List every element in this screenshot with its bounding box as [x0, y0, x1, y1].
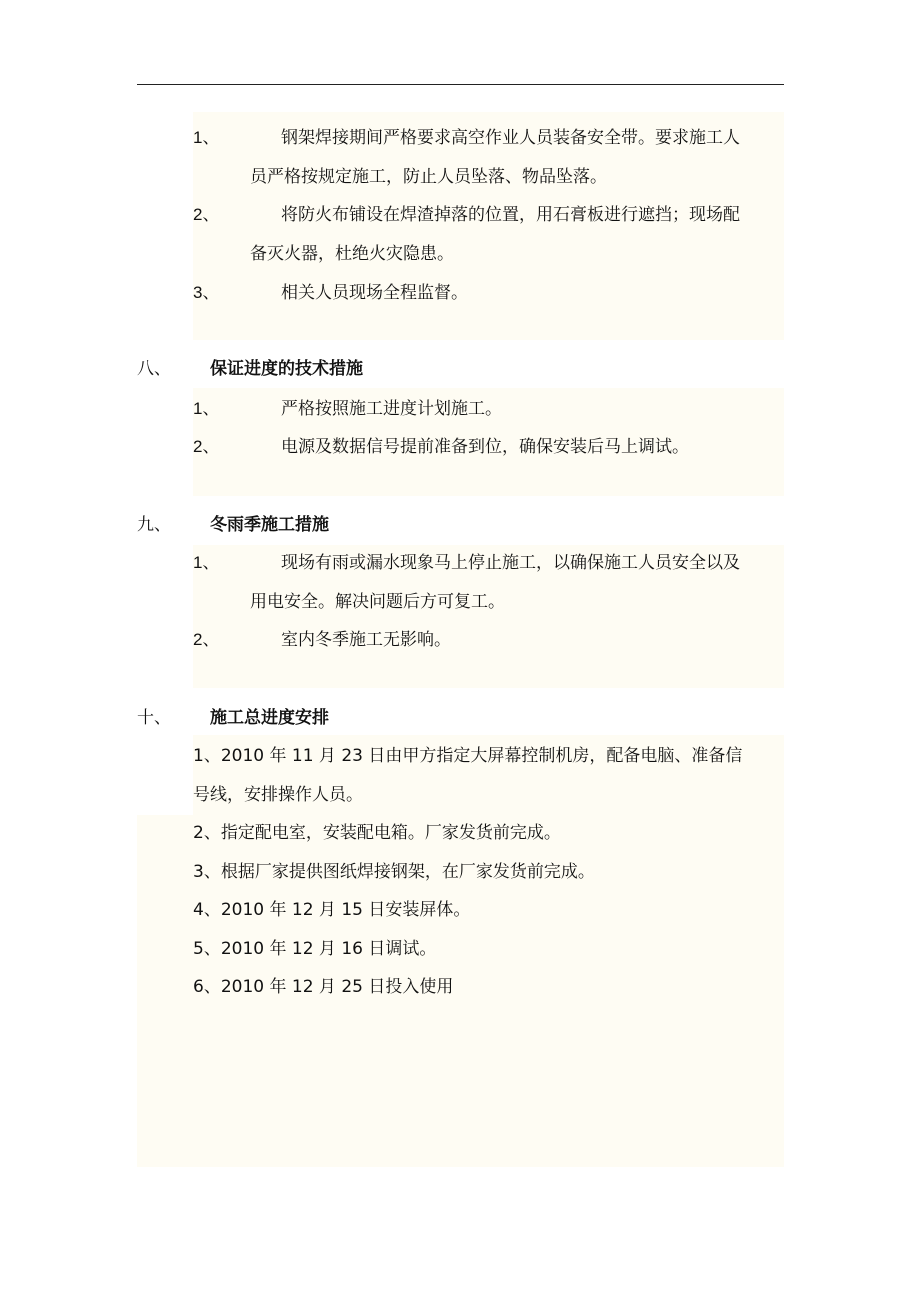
schedule-item: 5、2010 年 12 月 16 日调试。 — [193, 939, 437, 959]
section-number: 八、 — [137, 359, 171, 378]
list-item-text: 电源及数据信号提前准备到位，确保安装后马上调试。 — [281, 437, 689, 457]
schedule-item: 号线，安排操作人员。 — [193, 785, 363, 805]
section-number: 十、 — [137, 708, 171, 727]
list-number: 2、 — [193, 437, 220, 456]
list-item-text: 相关人员现场全程监督。 — [281, 283, 468, 303]
list-number: 2、 — [193, 205, 220, 224]
list-item-text: 室内冬季施工无影响。 — [281, 630, 451, 650]
schedule-item: 4、2010 年 12 月 15 日安装屏体。 — [193, 900, 471, 920]
section-heading: 冬雨季施工措施 — [210, 515, 329, 535]
list-item-text: 员严格按规定施工，防止人员坠落、物品坠落。 — [250, 167, 607, 187]
list-number: 1、 — [193, 128, 220, 147]
list-item-text: 用电安全。解决问题后方可复工。 — [250, 592, 505, 612]
schedule-item: 2、指定配电室，安装配电箱。厂家发货前完成。 — [193, 823, 561, 843]
schedule-item: 6、2010 年 12 月 25 日投入使用 — [193, 977, 454, 997]
list-item-text: 现场有雨或漏水现象马上停止施工，以确保施工人员安全以及 — [281, 553, 740, 573]
section-heading: 保证进度的技术措施 — [210, 359, 363, 379]
list-number: 2、 — [193, 630, 220, 649]
schedule-item: 1、2010 年 11 月 23 日由甲方指定大屏幕控制机房，配备电脑、准备信 — [193, 746, 743, 766]
section-number: 九、 — [137, 515, 171, 534]
list-item-text: 备灭火器，杜绝火灾隐患。 — [250, 244, 454, 264]
list-number: 3、 — [193, 283, 220, 302]
list-number: 1、 — [193, 553, 220, 572]
list-number: 1、 — [193, 399, 220, 418]
list-item-text: 将防火布铺设在焊渣掉落的位置，用石膏板进行遮挡；现场配 — [281, 205, 740, 225]
section-heading: 施工总进度安排 — [210, 708, 329, 728]
schedule-item: 3、根据厂家提供图纸焊接钢架，在厂家发货前完成。 — [193, 862, 595, 882]
list-item-text: 严格按照施工进度计划施工。 — [281, 399, 502, 419]
header-rule — [137, 84, 784, 85]
list-item-text: 钢架焊接期间严格要求高空作业人员装备安全带。要求施工人 — [281, 128, 740, 148]
